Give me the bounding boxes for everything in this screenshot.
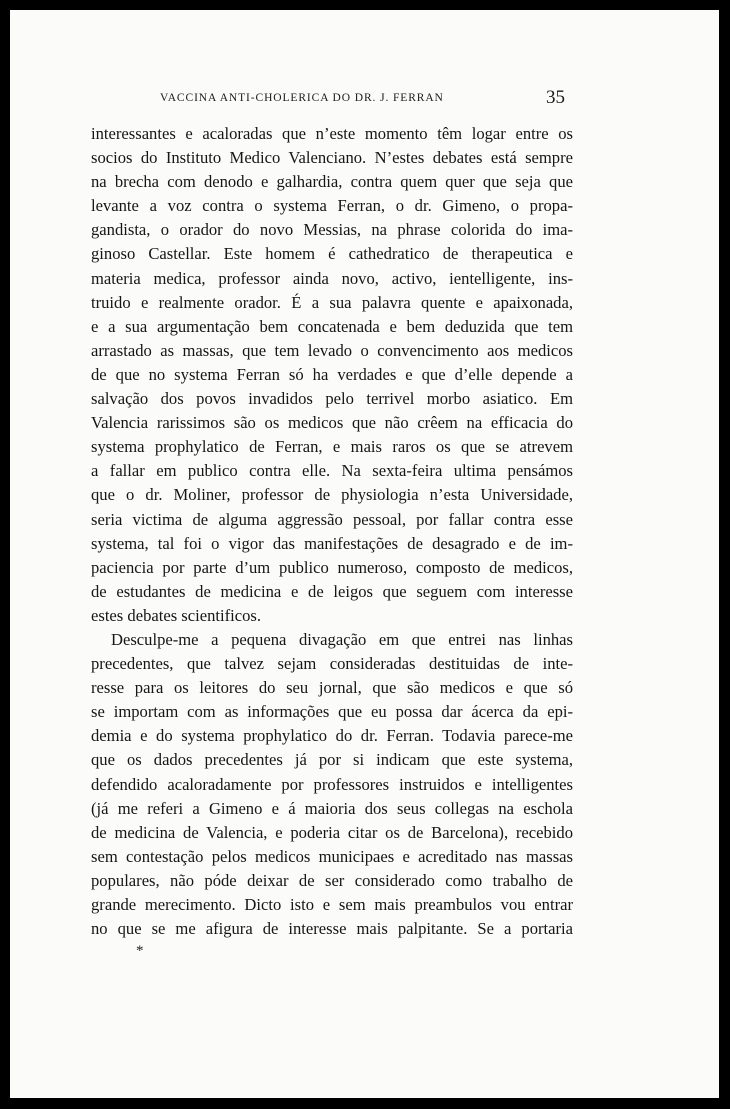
text-line: no que se me afigura de interesse mais palpitante. Se a portaria bbox=[91, 919, 573, 939]
text-line: (já me referi a Gimeno e á maioria dos seus collegas na eschola bbox=[91, 798, 573, 818]
page-header bbox=[10, 87, 719, 114]
text-line: seria victima de alguma aggressão pessoal, por fallar contra esse bbox=[91, 509, 573, 529]
text-line: paciencia por parte d’um publico numeroso, composto de medicos, bbox=[91, 557, 573, 577]
text-line: defendido acaloradamente por professores instruidos e intelligentes bbox=[91, 774, 573, 794]
text-line: a fallar em publico contra elle. Na sexta-feira ultima pensámos bbox=[91, 461, 573, 481]
text-line: levante a voz contra o systema Ferran, o dr. Gimeno, o propa- bbox=[91, 196, 573, 216]
text-line: que o dr. Moliner, professor de physiologia n’esta Universidade, bbox=[91, 485, 573, 505]
paragraph-1 bbox=[91, 122, 573, 628]
text-line: interessantes e acaloradas que n’este momento têm logar entre os bbox=[91, 124, 573, 143]
text-line: de que no systema Ferran só ha verdades e que d’elle depende a bbox=[91, 364, 573, 384]
text-line: resse para os leitores do seu jornal, que são medicos e que só bbox=[91, 678, 573, 698]
text-line: materia medica, professor ainda novo, activo, ientelligente, ins- bbox=[91, 268, 573, 288]
text-line: arrastado as massas, que tem levado o convencimento aos medicos bbox=[91, 340, 573, 360]
text-line: demia e do systema prophylatico do dr. Ferran. Todavia parece-me bbox=[91, 726, 573, 746]
text-line: ginoso Castellar. Este homem é cathedratico de therapeutica e bbox=[91, 244, 573, 264]
page-number: 35 bbox=[546, 87, 565, 108]
paragraph-2 bbox=[91, 628, 573, 941]
text-line: Valencia rarissimos são os medicos que não crêem na efficacia do bbox=[91, 413, 573, 433]
text-line: sem contestação pelos medicos municipaes e acreditado nas massas bbox=[91, 846, 573, 866]
book-page bbox=[10, 10, 719, 1098]
text-line: systema prophylatico de Ferran, e mais raros os que se atrevem bbox=[91, 437, 573, 457]
text-line: estes debates scientificos. bbox=[91, 605, 262, 625]
text-line: populares, não póde deixar de ser considerado como trabalho de bbox=[91, 870, 573, 890]
text-line: de medicina de Valencia, e poderia citar os de Barcelona), recebido bbox=[91, 822, 573, 842]
text-line: de estudantes de medicina e de leigos que seguem com interesse bbox=[91, 581, 573, 601]
text-line: Desculpe-me a pequena divagação em que entrei nas linhas bbox=[111, 629, 573, 649]
text-line: que os dados precedentes já por si indicam que este systema, bbox=[91, 750, 573, 770]
text-line: grande merecimento. Dicto isto e sem mais preambulos vou entrar bbox=[91, 895, 573, 914]
text-line: precedentes, que talvez sejam consideradas destituidas de inte- bbox=[91, 654, 573, 674]
running-title: VACCINA ANTI-CHOLERICA DO DR. J. FERRAN bbox=[160, 92, 444, 104]
footnote-asterisk: * bbox=[136, 943, 144, 959]
text-line: na brecha com denodo e galhardia, contra quem quer que seja que bbox=[91, 172, 573, 192]
text-line: gandista, o orador do novo Messias, na phrase colorida do ima- bbox=[91, 220, 573, 240]
text-line: systema, tal foi o vigor das manifestações de desagrado e de im- bbox=[91, 533, 573, 553]
text-line: e a sua argumentação bem concatenada e bem deduzida que tem bbox=[91, 316, 573, 336]
text-line: truido e realmente orador. É a sua palavra quente e apaixonada, bbox=[91, 292, 573, 312]
body-text bbox=[91, 122, 573, 941]
text-line: socios do Instituto Medico Valenciano. N’estes debates está sempre bbox=[91, 148, 573, 168]
text-line: se importam com as informações que eu possa dar ácerca da epi- bbox=[91, 702, 573, 722]
text-line: salvação dos povos invadidos pelo terrivel morbo asiatico. Em bbox=[91, 389, 573, 409]
